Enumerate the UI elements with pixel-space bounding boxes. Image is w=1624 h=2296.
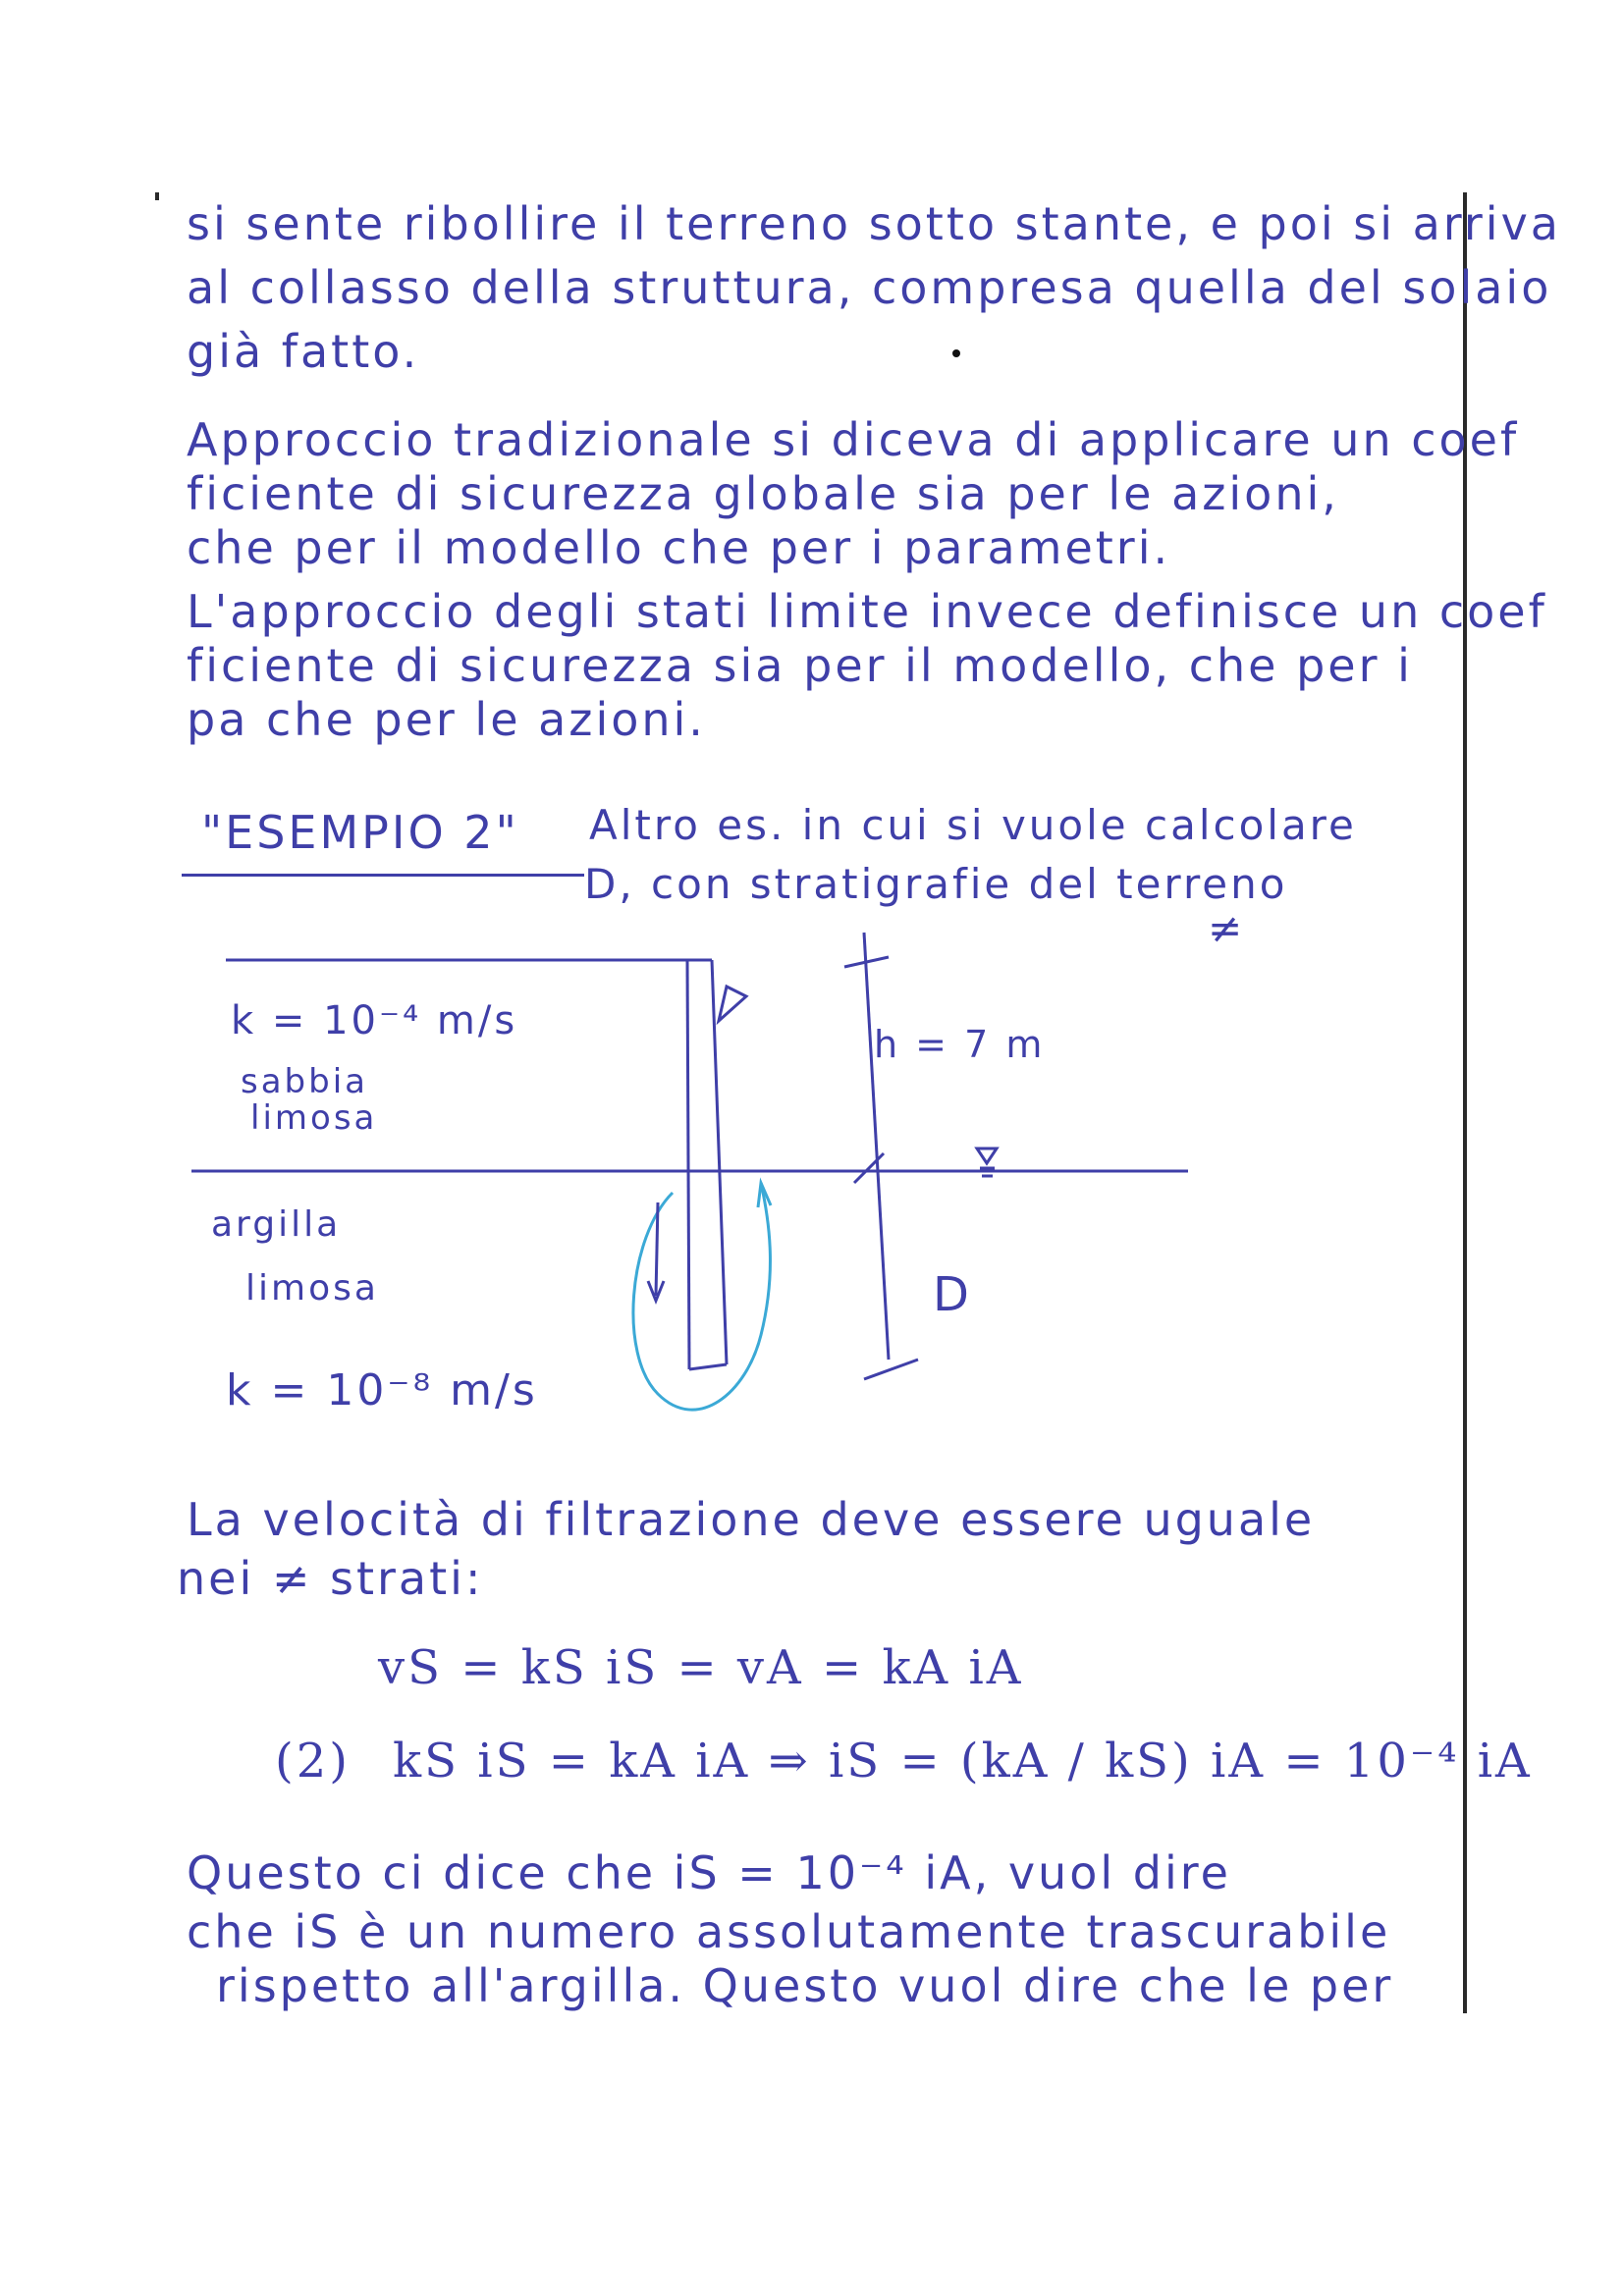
soil-bottom-label: argilla xyxy=(211,1204,342,1245)
equation-tag: (2) xyxy=(275,1734,351,1789)
k-top-label: k = 10⁻⁴ m/s xyxy=(231,998,518,1043)
text-line: Approccio tradizionale si diceva di applicare un coef xyxy=(187,413,1520,466)
water-level-marker-top xyxy=(719,987,746,1021)
text-line: pa che per le azioni. xyxy=(187,693,706,746)
text-line: già fatto. xyxy=(187,325,420,378)
flow-arrow-down xyxy=(656,1202,658,1296)
text-line: che per il modello che per i parametri. xyxy=(187,521,1171,574)
sheet-pile-left xyxy=(687,960,689,1369)
dimension-line xyxy=(864,933,889,1360)
equation-gradient: kS iS = kA iA ⇒ iS = (kA / kS) iA = 10⁻⁴ iA xyxy=(393,1734,1533,1789)
example-text: D, con stratigrafie del terreno xyxy=(584,860,1288,908)
h-label: h = 7 m xyxy=(874,1023,1046,1066)
not-equal-sign: ≠ xyxy=(1208,904,1246,952)
text-line: ficiente di sicurezza sia per il modello, che per i xyxy=(187,639,1413,692)
d-label: D xyxy=(933,1267,972,1322)
text-line: L'approccio degli stati limite invece definisce un coef xyxy=(187,585,1547,638)
text-line: La velocità di filtrazione deve essere uguale xyxy=(187,1493,1316,1546)
water-table-symbol xyxy=(977,1148,997,1163)
text-line: si sente ribollire il terreno sotto stante, e poi si arriva xyxy=(187,197,1561,250)
example-heading: "ESEMPIO 2" xyxy=(201,806,519,859)
dimension-tick-bottom xyxy=(864,1360,918,1379)
text-line: che iS è un numero assolutamente trascurabile xyxy=(187,1905,1391,1958)
text-line: nei ≠ strati: xyxy=(177,1552,484,1605)
soil-top-label: sabbia xyxy=(241,1062,368,1101)
soil-bottom-label: limosa xyxy=(245,1268,379,1308)
sheet-pile-bottom xyxy=(689,1364,727,1369)
equation-velocity: vS = kS iS = vA = kA iA xyxy=(378,1640,1024,1695)
text-line: rispetto all'argilla. Questo vuol dire che le per xyxy=(216,1959,1394,2012)
example-text: Altro es. in cui si vuole calcolare xyxy=(589,801,1357,849)
text-line: Questo ci dice che iS = 10⁻⁴ iA, vuol dire xyxy=(187,1846,1231,1899)
soil-top-label: limosa xyxy=(250,1098,378,1138)
text-line: ficiente di sicurezza globale sia per le azioni, xyxy=(187,467,1339,520)
k-bottom-label: k = 10⁻⁸ m/s xyxy=(226,1365,538,1415)
text-line: al collasso della struttura, compresa quella del solaio xyxy=(187,261,1552,314)
